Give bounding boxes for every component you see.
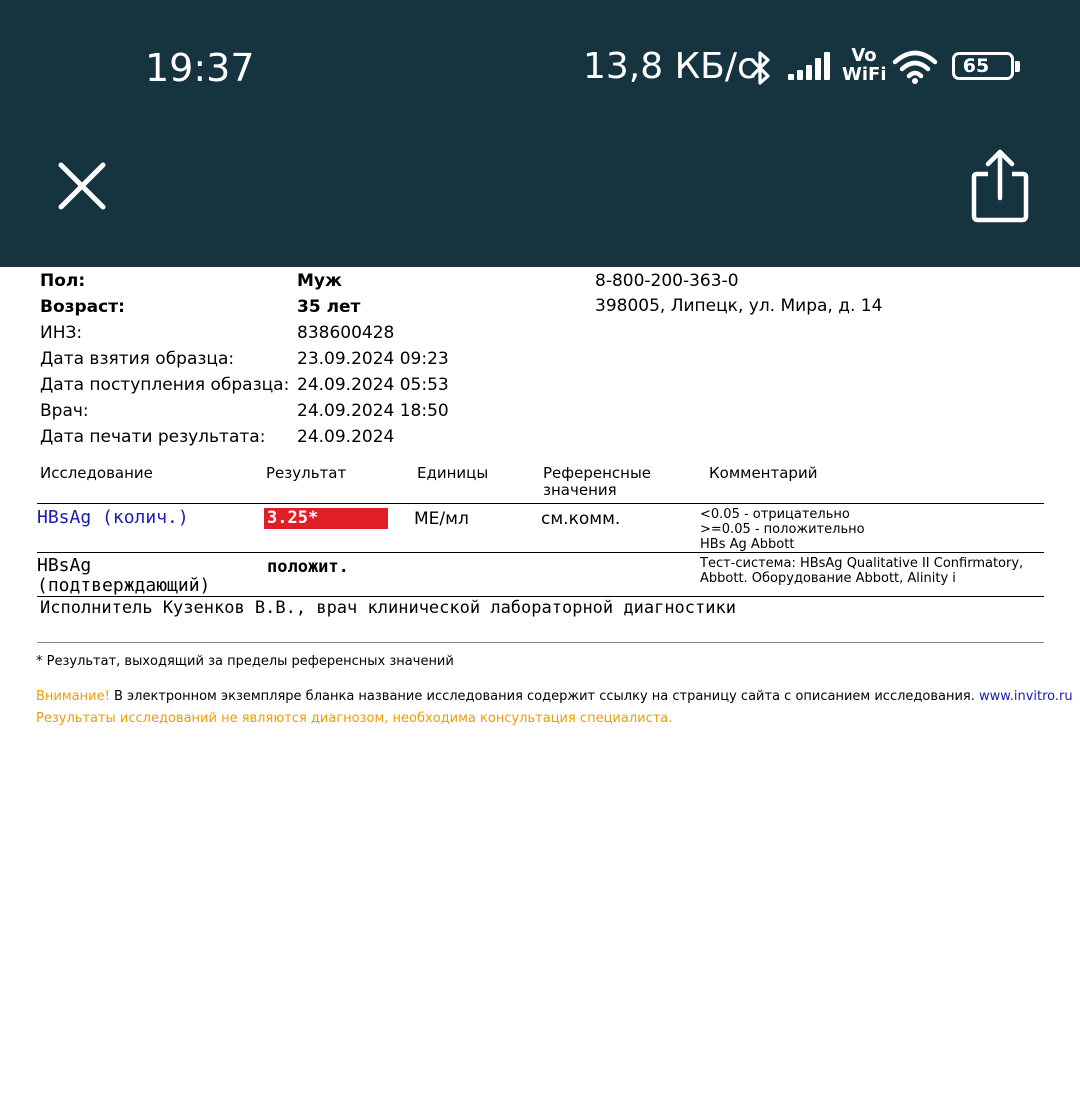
reference-value: см.комм.: [541, 509, 621, 529]
sample-taken-label: Дата взятия образца:: [40, 349, 235, 369]
battery-level: 65: [962, 55, 990, 77]
header-test: Исследование: [40, 464, 153, 482]
comment-line: HBs Ag Abbott: [700, 537, 795, 552]
footnote: * Результат, выходящий за пределы референсных значений: [36, 654, 454, 669]
result-document: [0, 267, 1080, 1100]
doctor-label: Врач:: [40, 401, 89, 421]
header-reference: Референсные значения: [543, 464, 652, 499]
comment-line: Abbott. Оборудование Abbott, Alinity i: [700, 571, 956, 586]
test-name-line: (подтверждающий): [37, 575, 211, 596]
sample-received-value: 24.09.2024 05:53: [297, 375, 449, 395]
test-name-line: HBsAg: [37, 555, 92, 576]
lab-address: 398005, Липецк, ул. Мира, д. 14: [595, 296, 883, 316]
vowifi-icon: [842, 46, 886, 88]
table-divider: [37, 596, 1044, 597]
header-comment: Комментарий: [709, 464, 818, 482]
warning-line: [36, 689, 1073, 704]
comment-row-2: [700, 556, 1023, 586]
warning-text: В электронном экземпляре бланка название исследования содержит ссылку на страницу сайта с описанием исследования.: [109, 689, 975, 704]
result-value: положит.: [267, 557, 349, 577]
sample-received-label: Дата поступления образца:: [40, 375, 290, 395]
result-value-highlighted: 3.25*: [264, 508, 388, 529]
age-value: 35 лет: [297, 297, 361, 317]
comment-line: <0.05 - отрицательно: [700, 507, 850, 522]
comment-line: >=0.05 - положительно: [700, 522, 865, 537]
sample-taken-value: 23.09.2024 09:23: [297, 349, 449, 369]
battery-tip: [1015, 61, 1020, 72]
gender-label: Пол:: [40, 271, 86, 291]
vowifi-bottom: WiFi: [842, 64, 887, 85]
signal-icon: [787, 50, 831, 82]
test-link-hbsag-quant[interactable]: HBsAg (колич.): [37, 507, 189, 528]
inz-value: 838600428: [297, 323, 395, 343]
table-row: [37, 556, 210, 596]
close-icon[interactable]: [52, 156, 112, 216]
doctor-value: 24.09.2024 18:50: [297, 401, 449, 421]
print-date-value: 24.09.2024: [297, 427, 395, 447]
age-label: Возраст:: [40, 297, 125, 317]
site-link[interactable]: www.invitro.ru: [979, 689, 1073, 704]
warning-disclaimer: Результаты исследований не являются диагнозом, необходима консультация специалиста.: [36, 711, 673, 726]
wifi-icon: [892, 50, 938, 84]
table-row: [37, 507, 189, 528]
lab-phone: 8-800-200-363-0: [595, 271, 739, 291]
inz-label: ИНЗ:: [40, 323, 83, 343]
units-value: МЕ/мл: [414, 509, 469, 529]
share-icon[interactable]: [966, 146, 1034, 226]
app-toolbar: [0, 0, 1080, 267]
bluetooth-icon: [748, 50, 774, 86]
table-divider: [37, 503, 1044, 504]
table-divider: [37, 552, 1044, 553]
status-net-speed: 13,8 КБ/с: [583, 46, 757, 87]
performer: Исполнитель Кузенков В.В., врач клинической лабораторной диагностики: [40, 598, 736, 618]
comment-line: Тест-система: HBsAg Qualitative II Confirmatory,: [700, 556, 1024, 571]
warning-prefix: Внимание!: [36, 689, 110, 704]
gender-value: Муж: [297, 271, 342, 291]
header-result: Результат: [266, 464, 347, 482]
footer-divider: [37, 642, 1044, 643]
comment-row-1: [700, 507, 865, 552]
print-date-label: Дата печати результата:: [40, 427, 266, 447]
status-time: 19:37: [145, 46, 255, 90]
header-units: Единицы: [417, 464, 489, 482]
vowifi-top: Vo: [851, 45, 877, 66]
